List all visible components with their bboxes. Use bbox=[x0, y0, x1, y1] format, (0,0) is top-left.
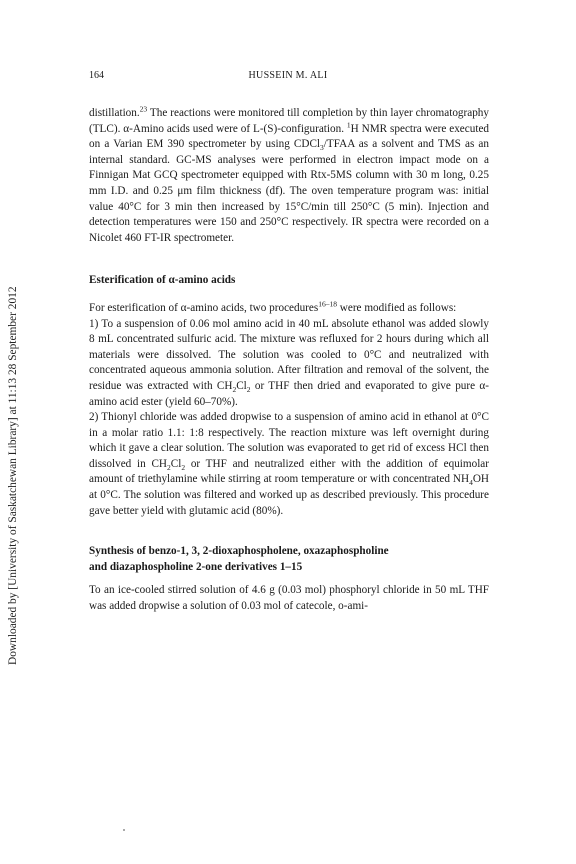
section-heading-esterification: Esterification of α-amino acids bbox=[89, 274, 236, 287]
running-head: HUSSEIN M. ALI bbox=[248, 70, 328, 81]
download-watermark: Downloaded by [University of Saskatchewan Library] at 11:13 28 September 2012 bbox=[7, 286, 19, 665]
page-number: 164 bbox=[89, 70, 104, 81]
section-heading-synthesis: Synthesis of benzo-1, 3, 2-dioxaphospholene, oxazaphospholine and diazaphospholine 2-one derivatives 1–15 bbox=[89, 545, 389, 573]
procedure-2: 2) Thionyl chloride was added dropwise to a suspension of amino acid in ethanol at 0°C in a molar ratio 1.1: 1:8 respectively. The reaction mixture was left overnight during which it gave a clear solution. The solution was evaporated to get rid of excess HCl then dissolved in $CH_2Cl_2$ or THF and neutralized either with the addition of equimolar amount of triethylamine while stirring at room temperature or with concentrated $NH_4OH$ at 0°C. The solution was filtered and worked up as described previously. This procedure gave better yield with glutamic acid (80%). bbox=[89, 411, 489, 517]
esterification-lead: For esterification of α-amino acids, two procedures$^{16-18}$ were modified as follows: bbox=[89, 299, 457, 314]
scan-speck bbox=[123, 829, 125, 831]
synthesis-paragraph: To an ice-cooled stirred solution of 4.6 g (0.03 mol) phosphoryl chloride in 50 mL THF was added dropwise a solution of 0.03 mol of catecole, o-ami- bbox=[89, 584, 489, 613]
intro-paragraph: distillation.$^{23}$ The reactions were monitored till completion by thin layer chromatography (TLC). α-Amino acids used were of L-(S)-configuration. $^1$H NMR spectra were executed on a Varian EM 390 spectrometer by using CDCl$_3$/TFAA as a solvent and TMS as an internal standard. GC-MS analyses were performed in electron impact mode on a Finnigan Mat GCQ spectrometer equipped with Rtx-5MS column with 30 m long, 0.25 mm I.D. and 0.25 μm film thickness (df). The oven temperature program was: initial value 40°C for 3 min then increased by 15°C/min till 250°C (5 min). Injection and detection temperatures were 150 and 250°C respectively. IR spectra were recorded on a Nicolet 460 FT-IR spectrometer. bbox=[89, 104, 490, 244]
page-header bbox=[0, 70, 576, 84]
procedure-1: 1) To a suspension of 0.06 mol amino acid in 40 mL absolute ethanol was added slowly 8 mL concentrated sulfuric acid. The mixture was refluxed for 2 hours during which all materials were dissolved. The solution was cooled to 0°C and neutralized with concentrated aqueous ammonia solution. After filtration and removal of the solvent, the residue was extracted with $CH_2Cl_2$ or THF then dried and evaporated to give pure α-amino acid ester (yield 60–70%). bbox=[89, 317, 489, 408]
citation-ref: 23 bbox=[139, 104, 148, 114]
article-body bbox=[89, 106, 489, 615]
citation-ref: 16–18 bbox=[318, 299, 337, 309]
